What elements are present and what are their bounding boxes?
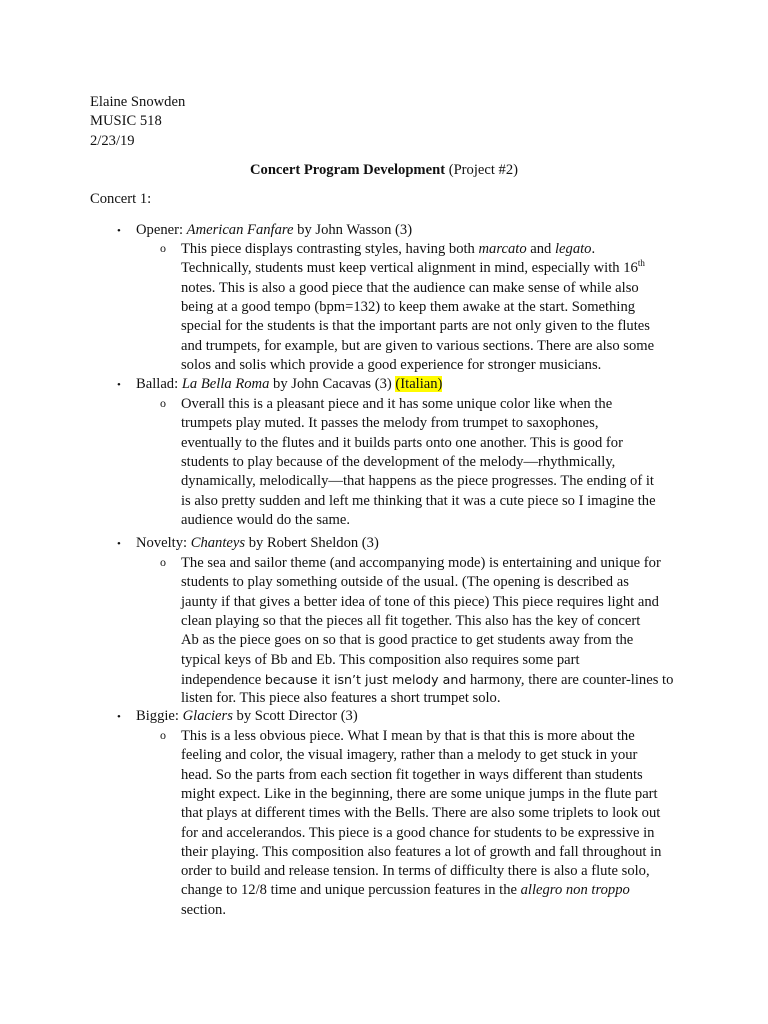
program-item-heading <box>136 221 412 240</box>
text-run: . <box>591 241 596 257</box>
text-run: might expect. Like in the beginning, there are some unique jumps in the flute part <box>181 785 658 802</box>
paragraph-line <box>181 862 650 881</box>
paragraph-line <box>181 259 645 278</box>
paragraph-line <box>181 804 660 823</box>
text-run: harmony, there are counter-lines to <box>466 671 674 688</box>
paragraph-line <box>181 395 612 414</box>
text-run: eventually to the flutes and it builds parts onto one another. This is good for <box>181 434 623 451</box>
title-bold: Concert Program Development <box>249 162 446 178</box>
text-run: listen for. This piece also features a short trumpet solo. <box>181 690 501 707</box>
text-run: independence <box>181 671 265 688</box>
italic-term: legato <box>555 241 592 257</box>
paragraph-line <box>181 298 635 317</box>
concert-label: Concert 1: <box>90 191 152 207</box>
text-run: special for the students is that the important parts are not only given to the flutes <box>181 318 650 335</box>
paragraph-line <box>181 453 615 472</box>
italic-term: allegro non troppo <box>520 882 630 899</box>
text-run: and <box>526 241 555 257</box>
text-run: Ab as the piece goes on so that is good practice to get students away from the <box>181 632 634 649</box>
paragraph-line <box>181 881 630 900</box>
superscript: th <box>637 258 645 269</box>
text-run: their playing. This composition also features a lot of growth and fall throughout in <box>181 843 662 860</box>
item-piece-title: American Fanfare <box>186 222 294 238</box>
paragraph-line <box>181 670 673 690</box>
program-item-heading <box>136 707 358 726</box>
text-run: This piece displays contrasting styles, having both <box>181 241 479 257</box>
paragraph-line <box>181 901 226 920</box>
program-item-heading <box>136 534 379 553</box>
paragraph-line <box>181 511 350 530</box>
paragraph-line <box>181 631 633 650</box>
text-run: change to 12/8 time and unique percussion features in the <box>181 882 521 899</box>
paragraph-line <box>181 593 659 612</box>
bullet-marker: • <box>117 538 121 550</box>
paragraph-line <box>181 727 635 746</box>
paragraph-line <box>181 746 637 765</box>
paragraph-line <box>181 337 654 356</box>
text-run: and trumpets, for example, but are given to various sections. There are also some <box>181 337 655 354</box>
sub-bullet-marker: o <box>160 555 166 569</box>
text-run: clean playing so that the pieces all fit together. This also has the key of concert <box>181 612 641 629</box>
item-composer: by Scott Director (3) <box>232 708 358 724</box>
paragraph-line <box>181 279 639 298</box>
paragraph-line <box>181 766 643 785</box>
paragraph-line <box>181 785 658 804</box>
item-piece-title: Chanteys <box>190 535 246 551</box>
sub-bullet-marker: o <box>160 396 166 410</box>
text-run: jaunty if that gives a better idea of tone of this piece) This piece requires light and <box>181 593 659 610</box>
author-name: Elaine Snowden <box>90 94 186 110</box>
bullet-marker: • <box>117 225 121 237</box>
item-piece-title: Glaciers <box>182 708 233 724</box>
text-run: is also pretty sudden and left me thinking that it was a cute piece so I imagine the <box>181 492 656 509</box>
paragraph-line <box>181 573 629 592</box>
text-run: The sea and sailor theme (and accompanying mode) is entertaining and unique for <box>181 555 661 571</box>
text-run: notes. This is also a good piece that the audience can make sense of while also <box>181 279 639 296</box>
text-run: Overall this is a pleasant piece and it has some unique color like when the <box>181 396 613 412</box>
text-run: students to play something outside of the usual. (The opening is described as <box>181 574 629 591</box>
paragraph-line <box>181 689 501 708</box>
text-run: for and accelerandos. This piece is a good chance for students to be expressive in <box>181 824 655 841</box>
course-name: MUSIC 518 <box>90 113 162 129</box>
text-run-sans: because it isn’t just melody and <box>264 671 467 687</box>
item-composer: by John Cacavas (3) <box>269 376 396 392</box>
text-run: head. So the parts from each section fit together in ways different than students <box>181 766 643 783</box>
text-run: students to play because of the development of the melody—rhythmically, <box>181 453 616 470</box>
paragraph-line <box>181 612 640 631</box>
item-composer: by John Wasson (3) <box>293 222 413 238</box>
paragraph-line <box>181 414 598 433</box>
paragraph-line <box>181 554 661 573</box>
text-run: Technically, students must keep vertical alignment in mind, especially with 16 <box>181 260 638 277</box>
paragraph-line <box>181 651 580 670</box>
italic-term: marcato <box>478 241 527 257</box>
program-item-heading <box>136 375 442 394</box>
text-run: This is a less obvious piece. What I mean by that is that this is more about the <box>181 728 635 744</box>
text-run: that plays at different times with the Bells. There are also some triplets to look out <box>181 805 661 822</box>
title-rest: (Project #2) <box>445 162 519 178</box>
paragraph-line <box>181 434 623 453</box>
sub-bullet-marker: o <box>160 728 166 742</box>
item-highlight-note: (Italian) <box>395 376 443 392</box>
sub-bullet-marker: o <box>160 241 166 255</box>
text-run: dynamically, melodically—that happens as the piece progresses. The ending of it <box>181 473 654 490</box>
text-run: typical keys of Bb and Eb. This composition also requires some part <box>181 651 580 668</box>
text-run: order to build and release tension. In terms of difficulty there is also a flute solo, <box>181 863 650 880</box>
paragraph-line <box>181 472 654 491</box>
paragraph-line <box>181 824 654 843</box>
paragraph-line <box>181 356 601 375</box>
item-piece-title: La Bella Roma <box>181 376 270 392</box>
text-run: audience would do the same. <box>181 511 350 528</box>
text-run: section. <box>181 901 226 918</box>
item-category: Opener: <box>136 222 187 238</box>
bullet-marker: • <box>117 711 121 723</box>
text-run: trumpets play muted. It passes the melody from trumpet to saxophones, <box>181 415 599 432</box>
item-category: Biggie: <box>136 708 183 724</box>
text-run: feeling and color, the visual imagery, rather than a melody to get stuck in your <box>181 747 638 764</box>
text-run: solos and solis which provide a good experience for stronger musicians. <box>181 356 602 373</box>
bullet-marker: • <box>117 379 121 391</box>
paragraph-line <box>181 317 650 336</box>
item-category: Ballad: <box>136 376 182 392</box>
paragraph-line <box>181 240 595 259</box>
paragraph-line <box>181 492 656 511</box>
document-date: 2/23/19 <box>90 133 135 149</box>
item-category: Novelty: <box>136 535 191 551</box>
document-title <box>0 161 768 180</box>
text-run: being at a good tempo (bpm=132) to keep them awake at the start. Something <box>181 298 636 315</box>
item-composer: by Robert Sheldon (3) <box>245 535 379 551</box>
paragraph-line <box>181 843 661 862</box>
